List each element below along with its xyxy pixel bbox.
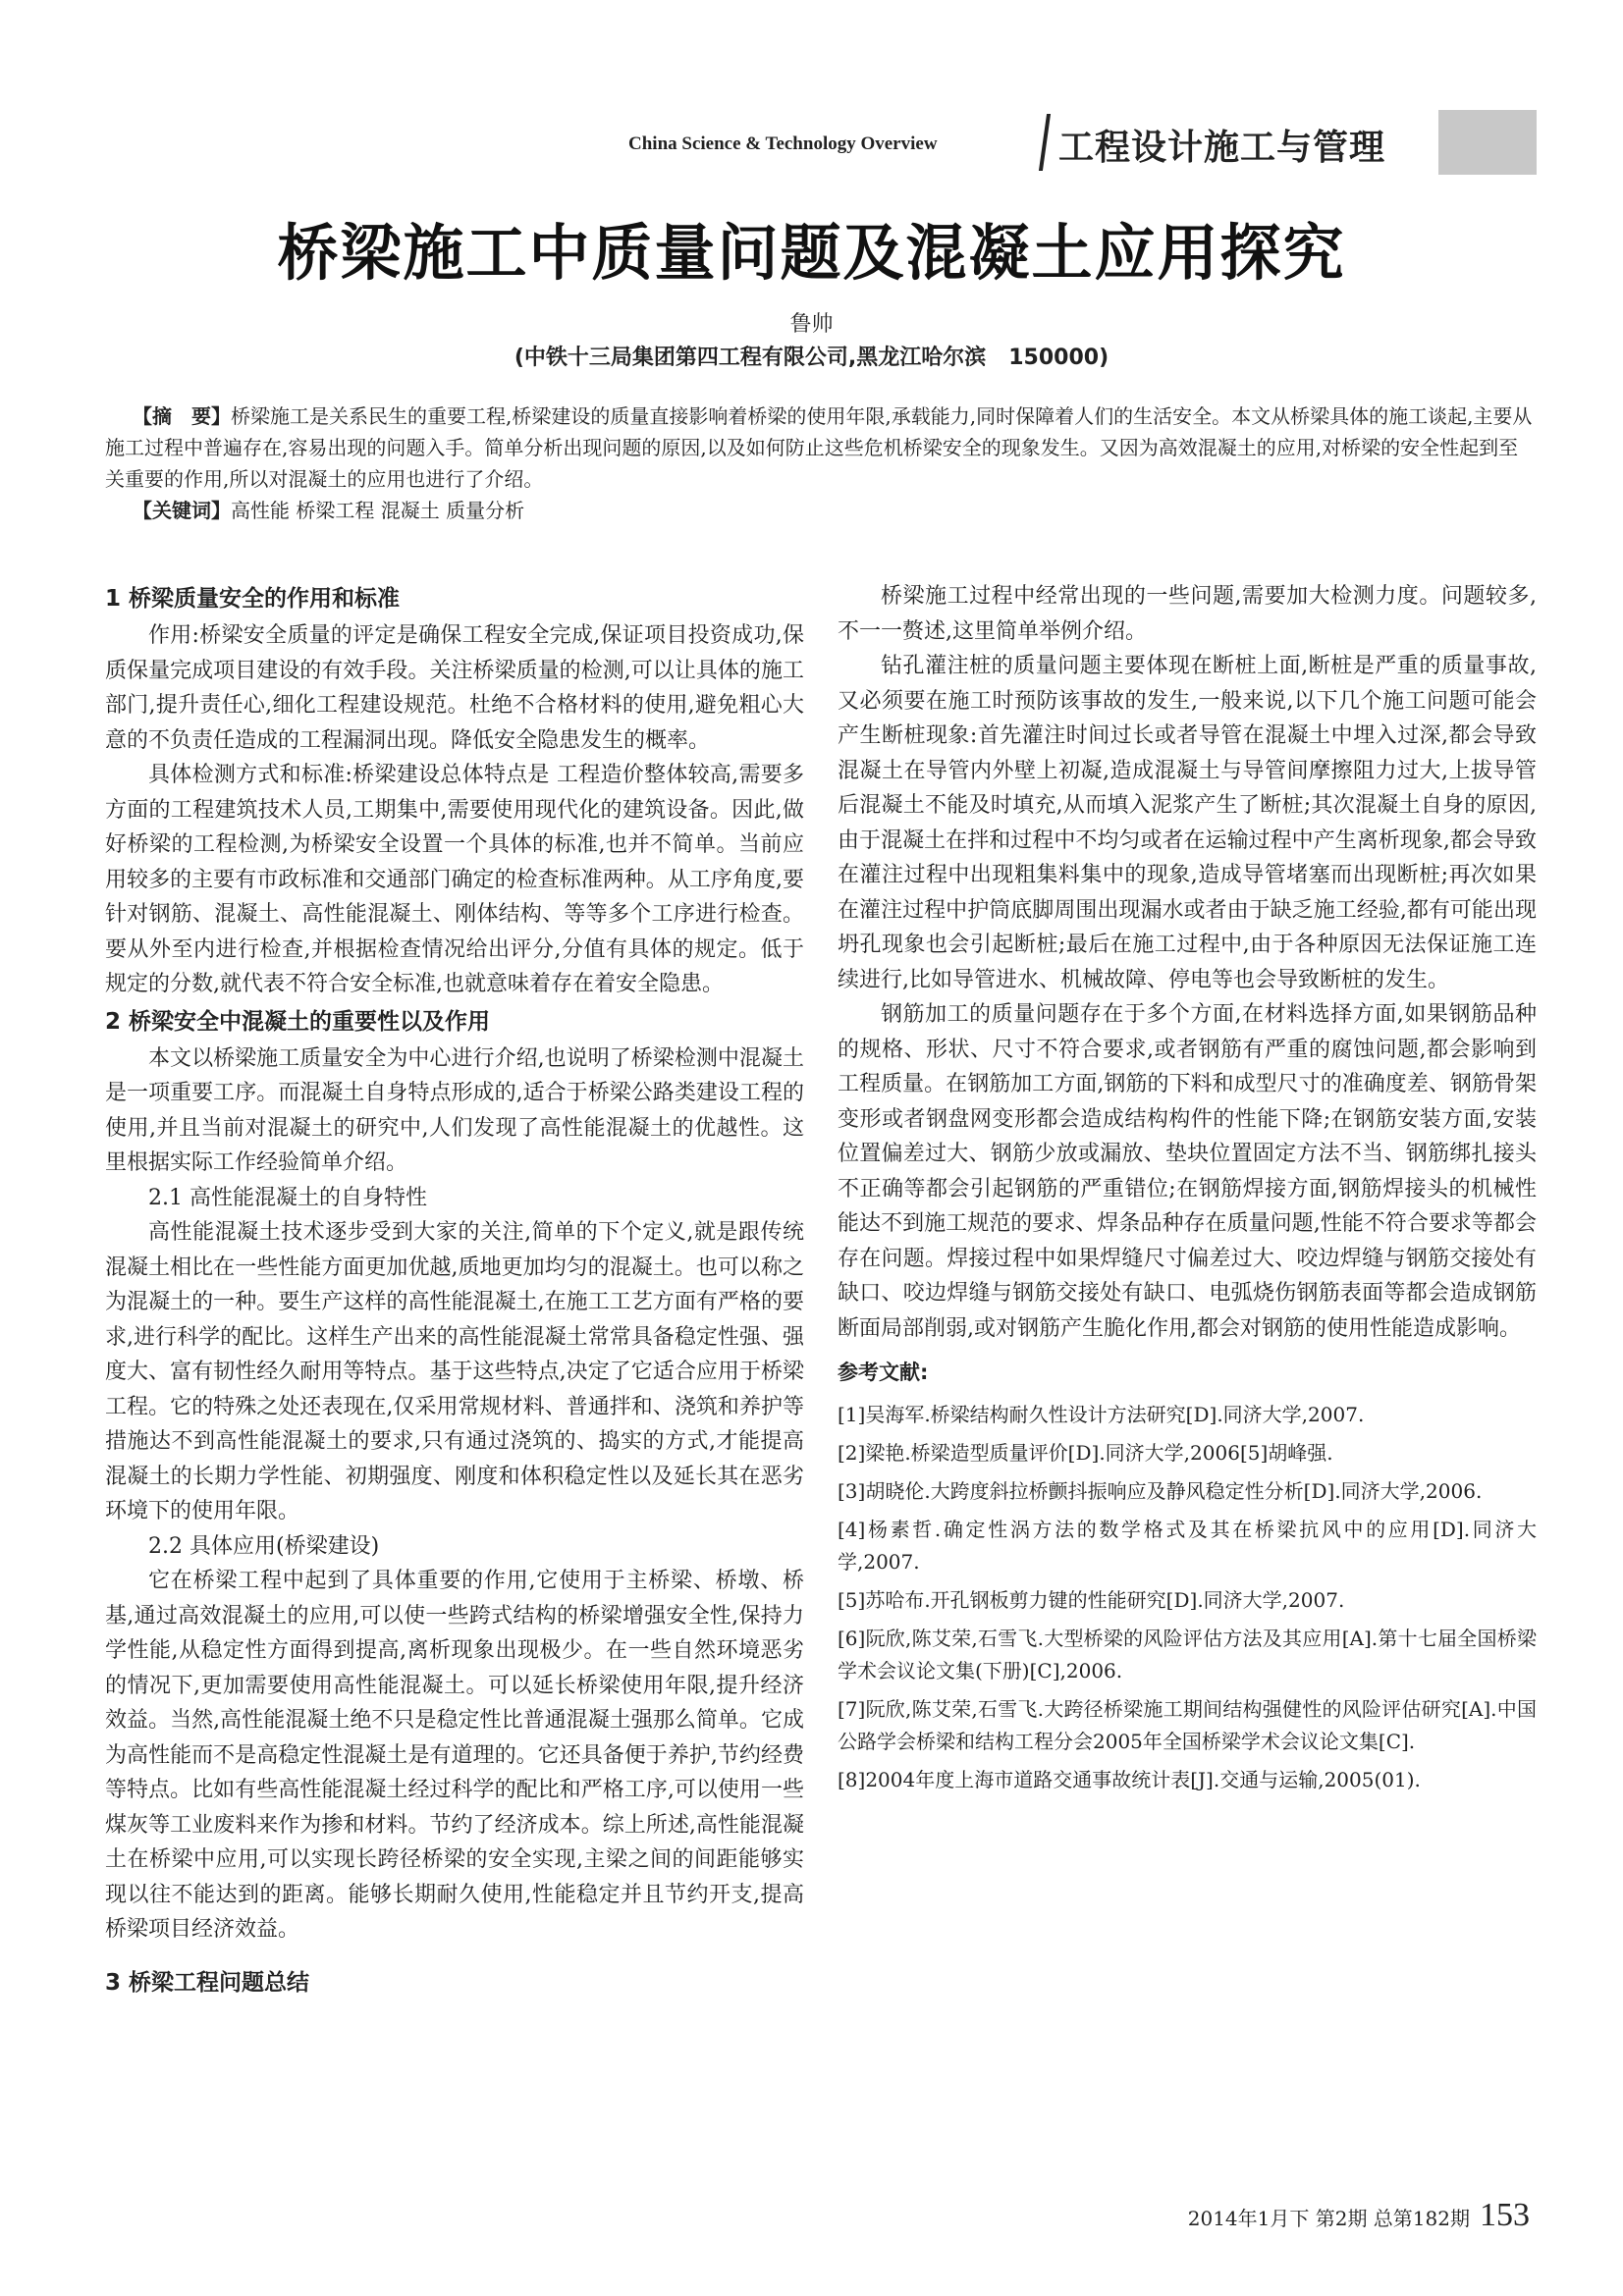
header-tab-block <box>1438 110 1537 175</box>
issue-info: 2014年1月下 第2期 总第182期 <box>1187 2207 1470 2230</box>
running-header <box>589 110 1537 175</box>
author-name: 鲁帅 <box>789 312 834 337</box>
page-footer <box>1188 2197 1530 2234</box>
reference-item: [6]阮欣,陈艾荣,石雪飞.大型桥梁的风险评估方法及其应用[A].第十七届全国桥梁学术会议论文集(下册)[C],2006. <box>838 1626 1537 1682</box>
reference-item: [3]胡晓伦.大跨度斜拉桥颤抖振响应及静风稳定性分析[D].同济大学,2006. <box>838 1478 1483 1503</box>
references-heading: 参考文献: <box>838 1361 929 1384</box>
keywords-text: 高性能 桥梁工程 混凝土 质量分析 <box>231 499 525 522</box>
left-column <box>105 579 804 2002</box>
body-paragraph: 它在桥梁工程中起到了具体重要的作用,它使用于主桥梁、桥墩、桥基,通过高效混凝土的应用,可以使一些跨式结构的桥梁增强安全性,保持力学性能,从稳定性方面得到提高,离析现象出现极少。在一些自然环境恶劣的情况下,更加需要使用高性能混凝土。可以延长桥梁使用年限,提升经济效益。当然,高性能混凝土绝不只是稳定性比普通混凝土强那么简单。它成为高性能而不是高稳定性混凝土是有道理的。它还具备便于养护,节约经费等特点。比如有些高性能混凝土经过科学的配比和严格工序,可以使用一些煤灰等工业废料来作为掺和材料。节约了经济成本。综上所述,高性能混凝土在桥梁中应用,可以实现长跨径桥梁的安全实现,主梁之间的间距能够实现以往不能达到的距离。能够长期耐久使用,性能稳定并且节约开支,提高桥梁项目经济效益。 <box>105 1569 804 1942</box>
reference-item: [4]杨素哲.确定性涡方法的数学格式及其在桥梁抗风中的应用[D].同济大学,2007. <box>838 1517 1537 1574</box>
body-paragraph: 钢筋加工的质量问题存在于多个方面,在材料选择方面,如果钢筋品种的规格、形状、尺寸不符合要求,或者钢筋有严重的腐蚀问题,都会影响到工程质量。在钢筋加工方面,钢筋的下料和成型尺寸的准确度差、钢筋骨架变形或者钢盘网变形都会造成结构构件的性能下降;在钢筋安装方面,安装位置偏差过大、钢筋少放或漏放、垫块位置固定方法不当、钢筋绑扎接头不正确等都会引起钢筋的严重错位;在钢筋焊接方面,钢筋焊接头的机械性能达不到施工规范的要求、焊条品种存在质量问题,性能不符合要求等都会存在问题。焊接过程中如果焊缝尺寸偏差过大、咬边焊缝与钢筋交接处有缺口、咬边焊缝与钢筋交接处有缺口、电弧烧伤钢筋表面等都会造成钢筋断面局部削弱,或对钢筋产生脆化作用,都会对钢筋的使用性能造成影响。 <box>838 1002 1537 1341</box>
subsection-heading-2-1: 2.1 高性能混凝土的自身特性 <box>148 1185 427 1210</box>
body-paragraph: 钻孔灌注桩的质量问题主要体现在断桩上面,断桩是严重的质量事故,又必须要在施工时预防该事故的发生,一般来说,以下几个施工问题可能会产生断桩现象:首先灌注时间过长或者导管在混凝土中埋入过深,都会导致混凝土在导管内外壁上初凝,造成混凝土与导管间摩擦阻力过大,上拔导管后混凝土不能及时填充,从而填入泥浆产生了断桩;其次混凝土自身的原因,由于混凝土在拌和过程中不均匀或者在运输过程中产生离析现象,都会导致在灌注过程中出现粗集料集中的现象,造成导管堵塞而出现断桩;再次如果在灌注过程中护筒底脚周围出现漏水或者由于缺乏施工经验,都有可能出现坍孔现象也会引起断桩;最后在施工过程中,由于各种原因无法保证施工连续进行,比如导管进水、机械故障、停电等也会导致断桩的发生。 <box>838 654 1537 992</box>
keywords-paragraph <box>105 495 1534 526</box>
reference-item: [5]苏哈布.开孔钢板剪力键的性能研究[D].同济大学,2007. <box>838 1587 1345 1612</box>
reference-item: [7]阮欣,陈艾荣,石雪飞.大跨径桥梁施工期间结构强健性的风险评估研究[A].中国公路学会桥梁和结构工程分会2005年全国桥梁学术会议论文集[C]. <box>838 1696 1537 1753</box>
reference-item: [1]吴海军.桥梁结构耐久性设计方法研究[D].同济大学,2007. <box>838 1402 1365 1426</box>
abstract-label: 【摘 要】 <box>133 404 231 428</box>
page-number: 153 <box>1480 2197 1530 2233</box>
section-name: 工程设计施工与管理 <box>1058 128 1386 168</box>
abstract-paragraph <box>105 400 1534 495</box>
body-paragraph: 具体检测方式和标准:桥梁建设总体特点是 工程造价整体较高,需要多方面的工程建筑技术人员,工期集中,需要使用现代化的建筑设备。因此,做好桥梁的工程检测,为桥梁安全设置一个具体的标准,也并不简单。当前应用较多的主要有市政标准和交通部门确定的检查标准两种。从工序角度,要针对钢筋、混凝土、高性能混凝土、刚体结构、等等多个工序进行检查。要从外至内进行检查,并根据检查情况给出评分,分值有具体的规定。低于规定的分数,就代表不符合安全标准,也就意味着存在着安全隐患。 <box>105 763 804 996</box>
header-divider <box>1039 114 1051 171</box>
section-heading-3: 3 桥梁工程问题总结 <box>105 1969 310 1996</box>
abstract-text: 桥梁施工是关系民生的重要工程,桥梁建设的质量直接影响着桥梁的使用年限,承载能力,同时保障着人们的生活安全。本文从桥梁具体的施工谈起,主要从施工过程中普遍存在,容易出现的问题入手。简单分析出现问题的原因,以及如何防止这些危机桥梁安全的现象发生。又因为高效混凝土的应用,对桥梁的安全性起到至关重要的作用,所以对混凝土的应用也进行了介绍。 <box>105 404 1533 491</box>
subsection-heading-2-2: 2.2 具体应用(桥梁建设) <box>148 1533 380 1559</box>
body-paragraph: 本文以桥梁施工质量安全为中心进行介绍,也说明了桥梁检测中混凝土是一项重要工序。而混凝土自身特点形成的,适合于桥梁公路类建设工程的使用,并且当前对混凝土的研究中,人们发现了高性能混凝土的优越性。这里根据实际工作经验简单介绍。 <box>105 1045 804 1175</box>
journal-name: China Science & Technology Overview <box>628 133 938 154</box>
body-paragraph: 作用:桥梁安全质量的评定是确保工程安全完成,保证项目投资成功,保质保量完成项目建设的有效手段。关注桥梁质量的检测,可以让具体的施工部门,提升责任心,细化工程建设规范。杜绝不合格材料的使用,避免粗心大意的不负责任造成的工程漏洞出现。降低安全隐患发生的概率。 <box>105 623 804 753</box>
body-paragraph: 桥梁施工过程中经常出现的一些问题,需要加大检测力度。问题较多,不一一赘述,这里简单举例介绍。 <box>838 584 1537 644</box>
reference-item: [8]2004年度上海市道路交通事故统计表[J].交通与运输,2005(01). <box>838 1767 1421 1791</box>
keywords-label: 【关键词】 <box>133 499 231 522</box>
paper-title: 桥梁施工中质量问题及混凝土应用探究 <box>277 217 1346 289</box>
author-affiliation: (中铁十三局集团第四工程有限公司,黑龙江哈尔滨 150000) <box>514 346 1109 370</box>
references-list <box>838 1399 1537 1796</box>
section-heading-1: 1 桥梁质量安全的作用和标准 <box>105 586 401 612</box>
body-paragraph: 高性能混凝土技术逐步受到大家的关注,简单的下个定义,就是跟传统混凝土相比在一些性能方面更加优越,质地更加均匀的混凝土。也可以称之为混凝土的一种。要生产这样的高性能混凝土,在施工工艺方面有严格的要求,进行科学的配比。这样生产出来的高性能混凝土常常具备稳定性强、强度大、富有韧性经久耐用等特点。基于这些特点,决定了它适合应用于桥梁工程。它的特殊之处还表现在,仅采用常规材料、普通拌和、浇筑和养护等措施达不到高性能混凝土的要求,只有通过浇筑的、捣实的方式,才能提高混凝土的长期力学性能、初期强度、刚度和体积稳定性以及延长其在恶劣环境下的使用年限。 <box>105 1220 804 1523</box>
section-heading-2: 2 桥梁安全中混凝土的重要性以及作用 <box>105 1008 491 1035</box>
right-column <box>838 579 1537 1802</box>
abstract-block <box>105 400 1534 526</box>
reference-item: [2]梁艳.桥梁造型质量评价[D].同济大学,2006[5]胡峰强. <box>838 1440 1333 1465</box>
